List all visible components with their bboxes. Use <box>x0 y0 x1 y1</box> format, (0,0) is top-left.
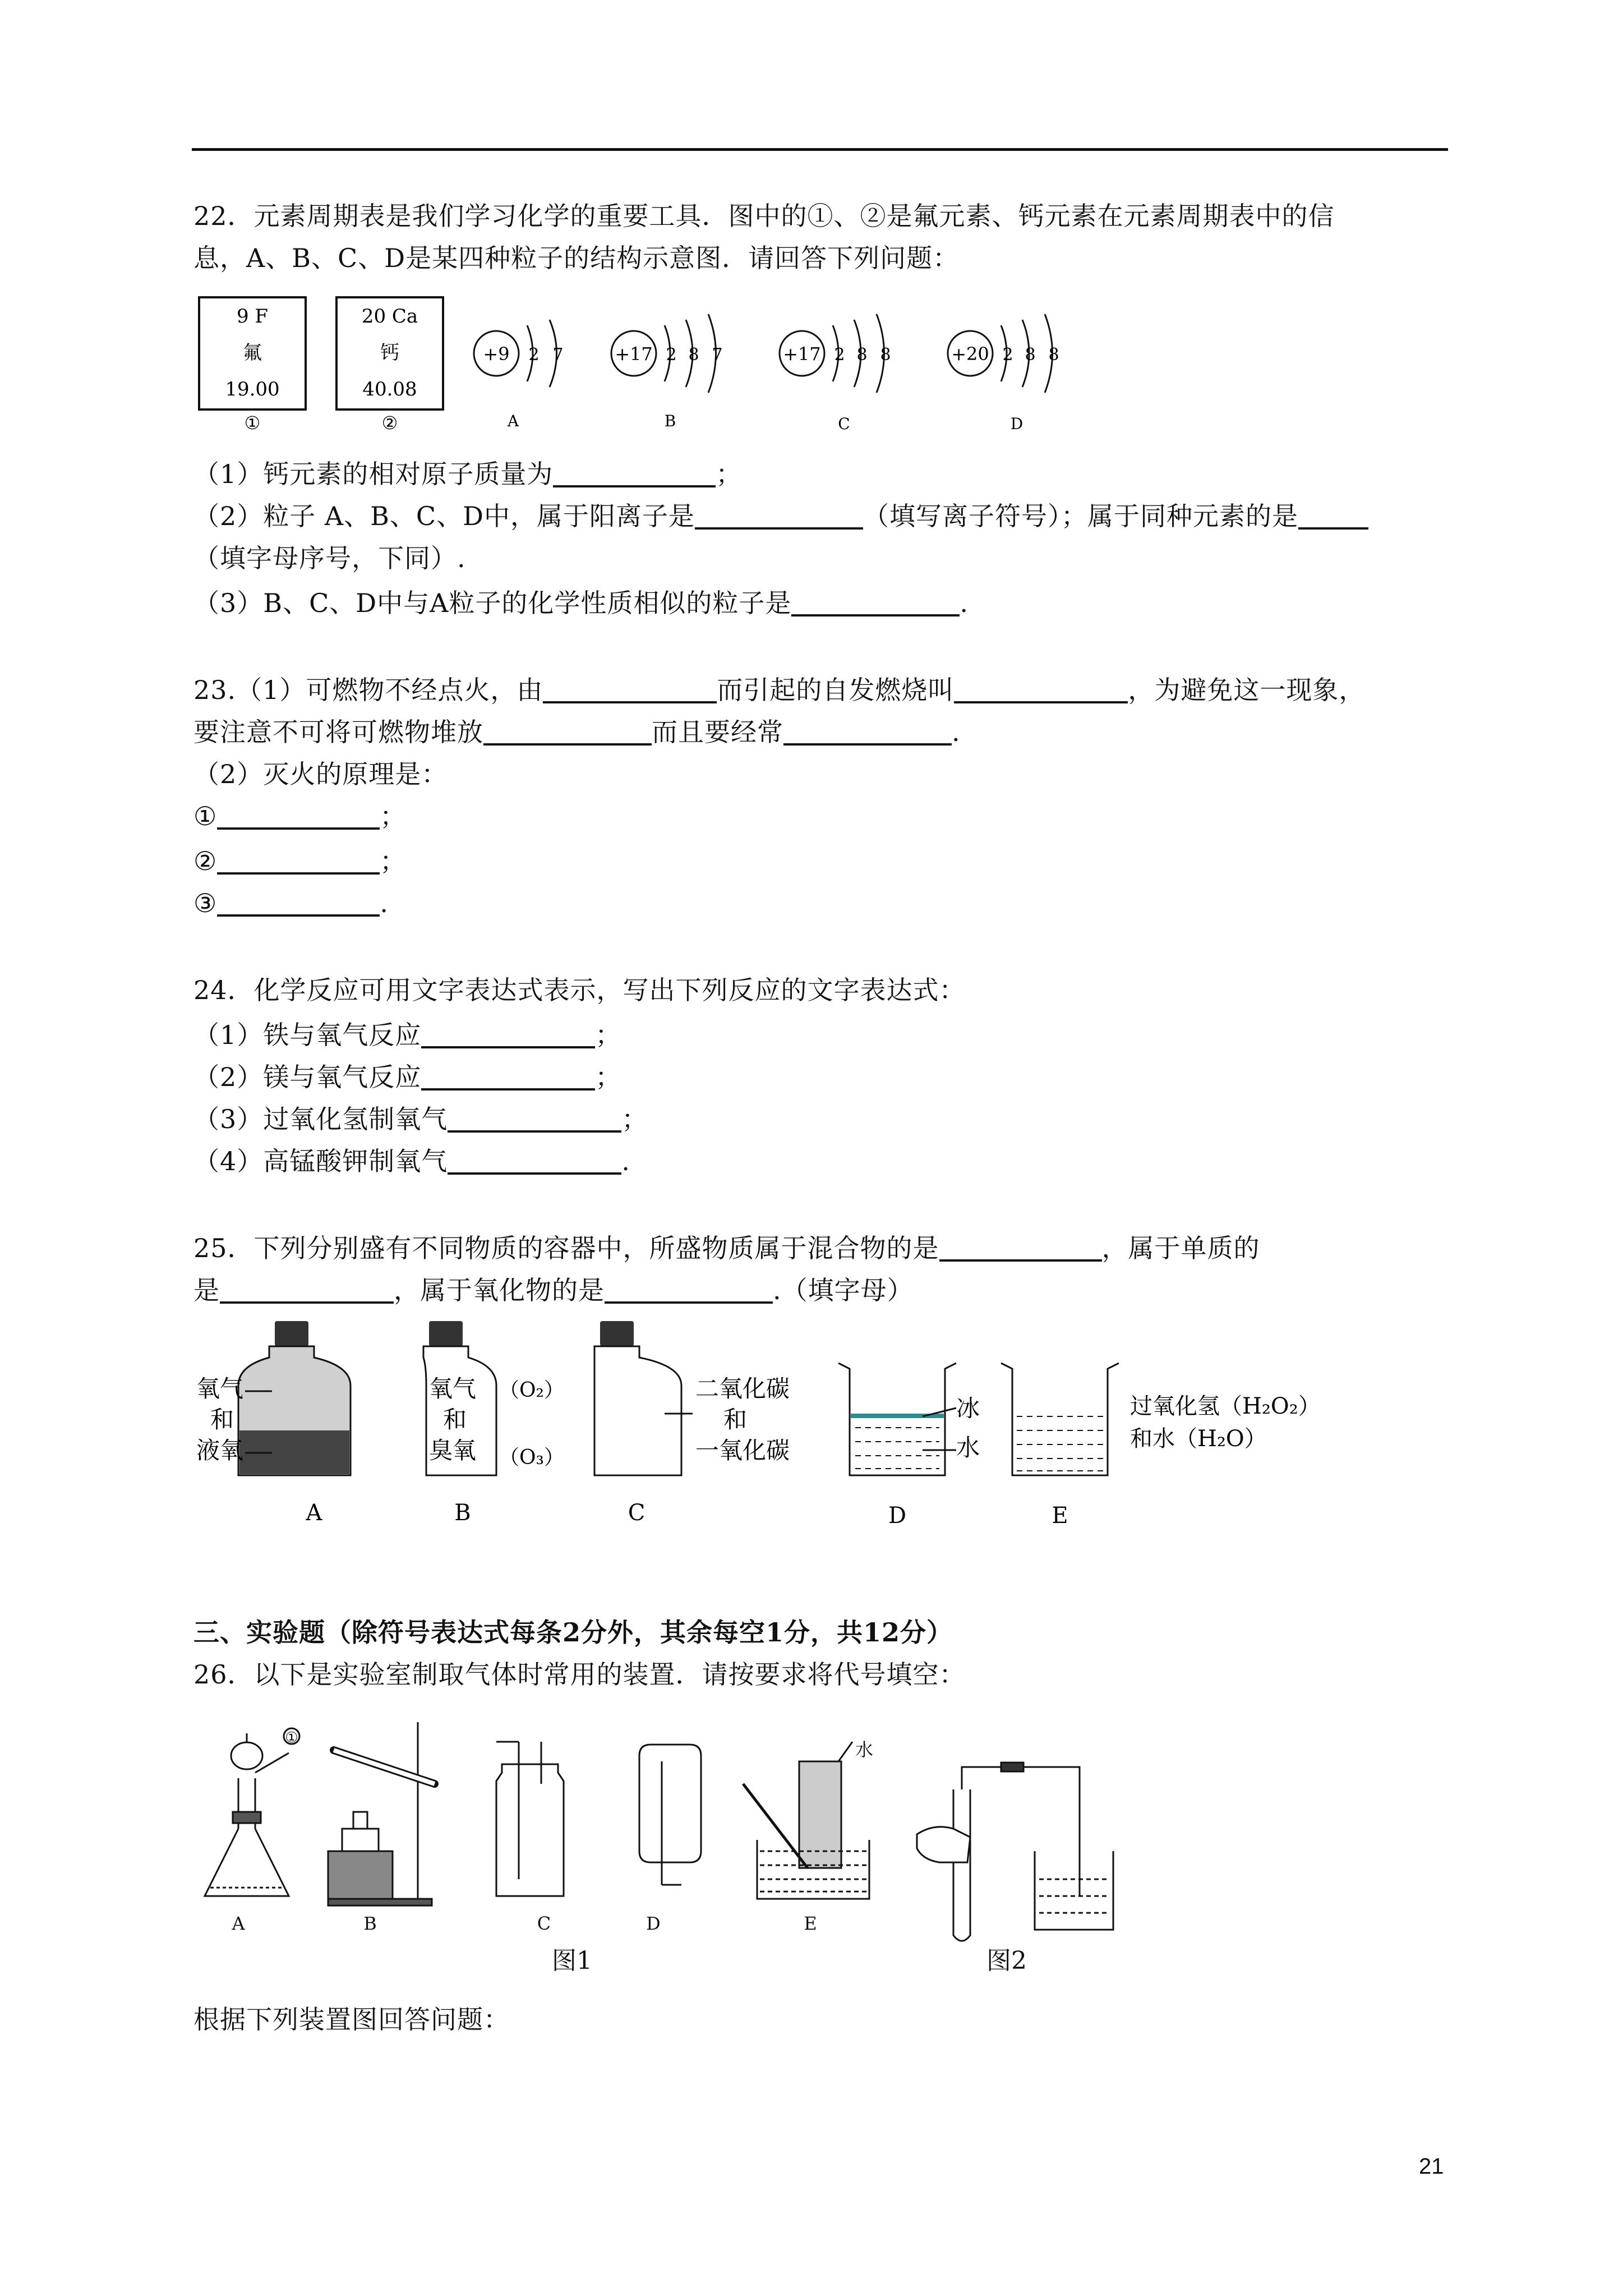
q22-sub2: （2）粒子 A、B、C、D中，属于阳离子是 （填写离子符号）；属于同种元素的是 <box>193 499 1368 533</box>
apparatus-a-label: A <box>232 1913 245 1934</box>
apparatus-b <box>328 1722 435 1906</box>
svg-text:一氧化碳: 一氧化碳 <box>695 1437 790 1464</box>
apparatus-c-label: C <box>537 1913 551 1934</box>
svg-text:2: 2 <box>834 345 845 365</box>
water-label: 水 <box>855 1739 874 1760</box>
apparatus-e-label: E <box>804 1913 817 1934</box>
tile1-label: ① <box>244 412 261 434</box>
apparatus-e <box>743 1742 869 1899</box>
fluorine-name: 氟 <box>243 342 262 364</box>
svg-text:冰: 冰 <box>956 1395 980 1422</box>
answer-blank[interactable] <box>421 1062 595 1091</box>
q22-line2: 息，A、B、C、D是某四种粒子的结构示意图．请回答下列问题： <box>193 243 960 273</box>
container-c-label: C <box>628 1500 645 1526</box>
container-d <box>838 1363 980 1529</box>
q22-figure <box>193 295 1091 440</box>
answer-blank[interactable] <box>939 1234 1102 1262</box>
q24-item1: （1）铁与氧气反应 ； <box>193 1020 622 1050</box>
svg-text:和: 和 <box>443 1406 467 1433</box>
svg-text:氧气: 氧气 <box>429 1375 477 1402</box>
q23-item1: ① ； <box>193 801 407 831</box>
calcium-number-symbol: 20 Ca <box>361 305 418 328</box>
q22-sub1: （1）钙元素的相对原子质量为 ； <box>193 459 743 489</box>
svg-text:2: 2 <box>1002 345 1013 365</box>
figure-2-caption: 图2 <box>986 1947 1027 1975</box>
q22-sub3: （3）B、C、D中与A粒子的化学性质相似的粒子是 . <box>193 588 969 618</box>
page-number: 21 <box>1419 2154 1444 2179</box>
apparatus-c <box>496 1742 564 1896</box>
svg-text:7: 7 <box>712 345 723 365</box>
svg-text:8: 8 <box>856 345 868 365</box>
apparatus-b-label: B <box>363 1913 377 1934</box>
svg-text:（O₂）: （O₂） <box>499 1379 564 1402</box>
answer-blank[interactable] <box>217 889 380 917</box>
apparatus-a <box>205 1728 299 1896</box>
answer-blank[interactable] <box>217 846 380 875</box>
container-b-label: B <box>454 1500 471 1526</box>
answer-blank[interactable] <box>220 1276 394 1304</box>
answer-blank[interactable] <box>605 1276 773 1304</box>
q24-title: 24．化学反应可用文字表达式表示，写出下列反应的文字表达式： <box>193 975 966 1005</box>
svg-text:和: 和 <box>210 1406 234 1433</box>
container-d-label: D <box>888 1503 907 1529</box>
container-a <box>196 1321 351 1526</box>
svg-text:8: 8 <box>1025 345 1036 365</box>
svg-text:2: 2 <box>666 345 677 365</box>
svg-text:（O₃）: （O₃） <box>499 1446 564 1469</box>
answer-blank[interactable] <box>1298 501 1368 530</box>
fluorine-number-symbol: 9 F <box>236 305 269 328</box>
container-e <box>1001 1363 1321 1529</box>
svg-text:臭氧: 臭氧 <box>429 1437 477 1464</box>
q25-line1: 25．下列分别盛有不同物质的容器中，所盛物质属于混合物的是 ，属于单质的 <box>193 1233 1260 1263</box>
answer-blank[interactable] <box>448 1105 621 1133</box>
particle-c <box>780 314 891 433</box>
q22-line1: 22．元素周期表是我们学习化学的重要工具．图中的①、②是氟元素、钙元素在元素周期表中的信 <box>193 201 1335 231</box>
q26-apparatus-figure <box>193 1711 1147 1986</box>
particle-b-label: B <box>664 412 676 430</box>
particle-d-nucleus: +20 <box>951 343 989 365</box>
q23-item2: ② ； <box>193 846 407 876</box>
q23-line3: （2）灭火的原理是： <box>193 759 448 789</box>
answer-blank[interactable] <box>483 717 652 746</box>
q26-after: 根据下列装置图回答问题： <box>193 2004 510 2035</box>
particle-a <box>474 320 564 430</box>
figure-1-caption: 图1 <box>552 1947 592 1975</box>
q25-containers-figure <box>193 1313 1371 1537</box>
answer-blank[interactable] <box>543 675 717 703</box>
q22-sub2-cont: （填字母序号，下同）. <box>193 543 466 573</box>
container-b <box>423 1321 564 1526</box>
q23-line1: 23.（1）可燃物不经点火，由 而引起的自发燃烧叫 ，为避免这一现象， <box>193 675 1366 705</box>
q26-title: 26．以下是实验室制取气体时常用的装置．请按要求将代号填空： <box>193 1659 966 1690</box>
calcium-name: 钙 <box>380 342 399 364</box>
svg-text:过氧化氢（H₂O₂）: 过氧化氢（H₂O₂） <box>1130 1393 1321 1419</box>
svg-text:8: 8 <box>880 345 891 365</box>
q23-line2: 要注意不可将可燃物堆放 而且要经常 . <box>193 717 961 747</box>
fluorine-mass: 19.00 <box>225 378 280 401</box>
particle-b <box>611 314 723 430</box>
svg-text:二氧化碳: 二氧化碳 <box>695 1375 790 1402</box>
answer-blank[interactable] <box>695 501 863 530</box>
answer-blank[interactable] <box>783 717 952 746</box>
svg-text:水: 水 <box>956 1434 980 1461</box>
q23-item3: ③ . <box>193 888 389 918</box>
q24-item2: （2）镁与氧气反应 ； <box>193 1062 622 1092</box>
apparatus-fig2 <box>917 1763 1113 1941</box>
particle-c-nucleus: +17 <box>783 343 821 365</box>
svg-text:氧气: 氧气 <box>196 1375 244 1402</box>
q24-item4: （4）高锰酸钾制氧气 . <box>193 1146 630 1176</box>
apparatus-d <box>639 1745 701 1885</box>
answer-blank[interactable] <box>448 1147 621 1175</box>
answer-blank[interactable] <box>791 588 960 616</box>
svg-text:7: 7 <box>552 345 564 365</box>
svg-text:2: 2 <box>528 345 540 365</box>
container-e-label: E <box>1052 1503 1068 1529</box>
answer-blank[interactable] <box>421 1020 595 1048</box>
particle-b-nucleus: +17 <box>615 343 653 365</box>
svg-text:和水（H₂O）: 和水（H₂O） <box>1130 1426 1267 1452</box>
answer-blank[interactable] <box>954 675 1128 703</box>
svg-text:8: 8 <box>688 345 699 365</box>
svg-text:和: 和 <box>723 1406 748 1433</box>
particle-a-label: A <box>507 412 519 430</box>
particle-a-nucleus: +9 <box>483 343 510 365</box>
section-3-heading: 三、实验题（除符号表达式每条2分外，其余每空1分，共12分） <box>193 1617 953 1648</box>
q25-line2: 是 ，属于氧化物的是 .（填字母） <box>193 1275 914 1305</box>
apparatus-d-label: D <box>646 1913 661 1934</box>
answer-blank[interactable] <box>217 802 380 830</box>
svg-text:液氧: 液氧 <box>196 1437 244 1464</box>
svg-text:8: 8 <box>1048 345 1059 365</box>
funnel-number-label: ① <box>285 1729 298 1746</box>
container-a-label: A <box>306 1500 322 1526</box>
answer-blank[interactable] <box>553 459 716 487</box>
tile2-label: ② <box>381 412 398 434</box>
calcium-mass: 40.08 <box>362 378 417 401</box>
container-c <box>594 1321 790 1526</box>
q24-item3: （3）过氧化氢制氧气 ； <box>193 1104 648 1134</box>
header-rule <box>192 148 1448 151</box>
particle-c-label: C <box>838 415 850 433</box>
particle-d <box>948 314 1059 433</box>
particle-d-label: D <box>1010 415 1023 433</box>
